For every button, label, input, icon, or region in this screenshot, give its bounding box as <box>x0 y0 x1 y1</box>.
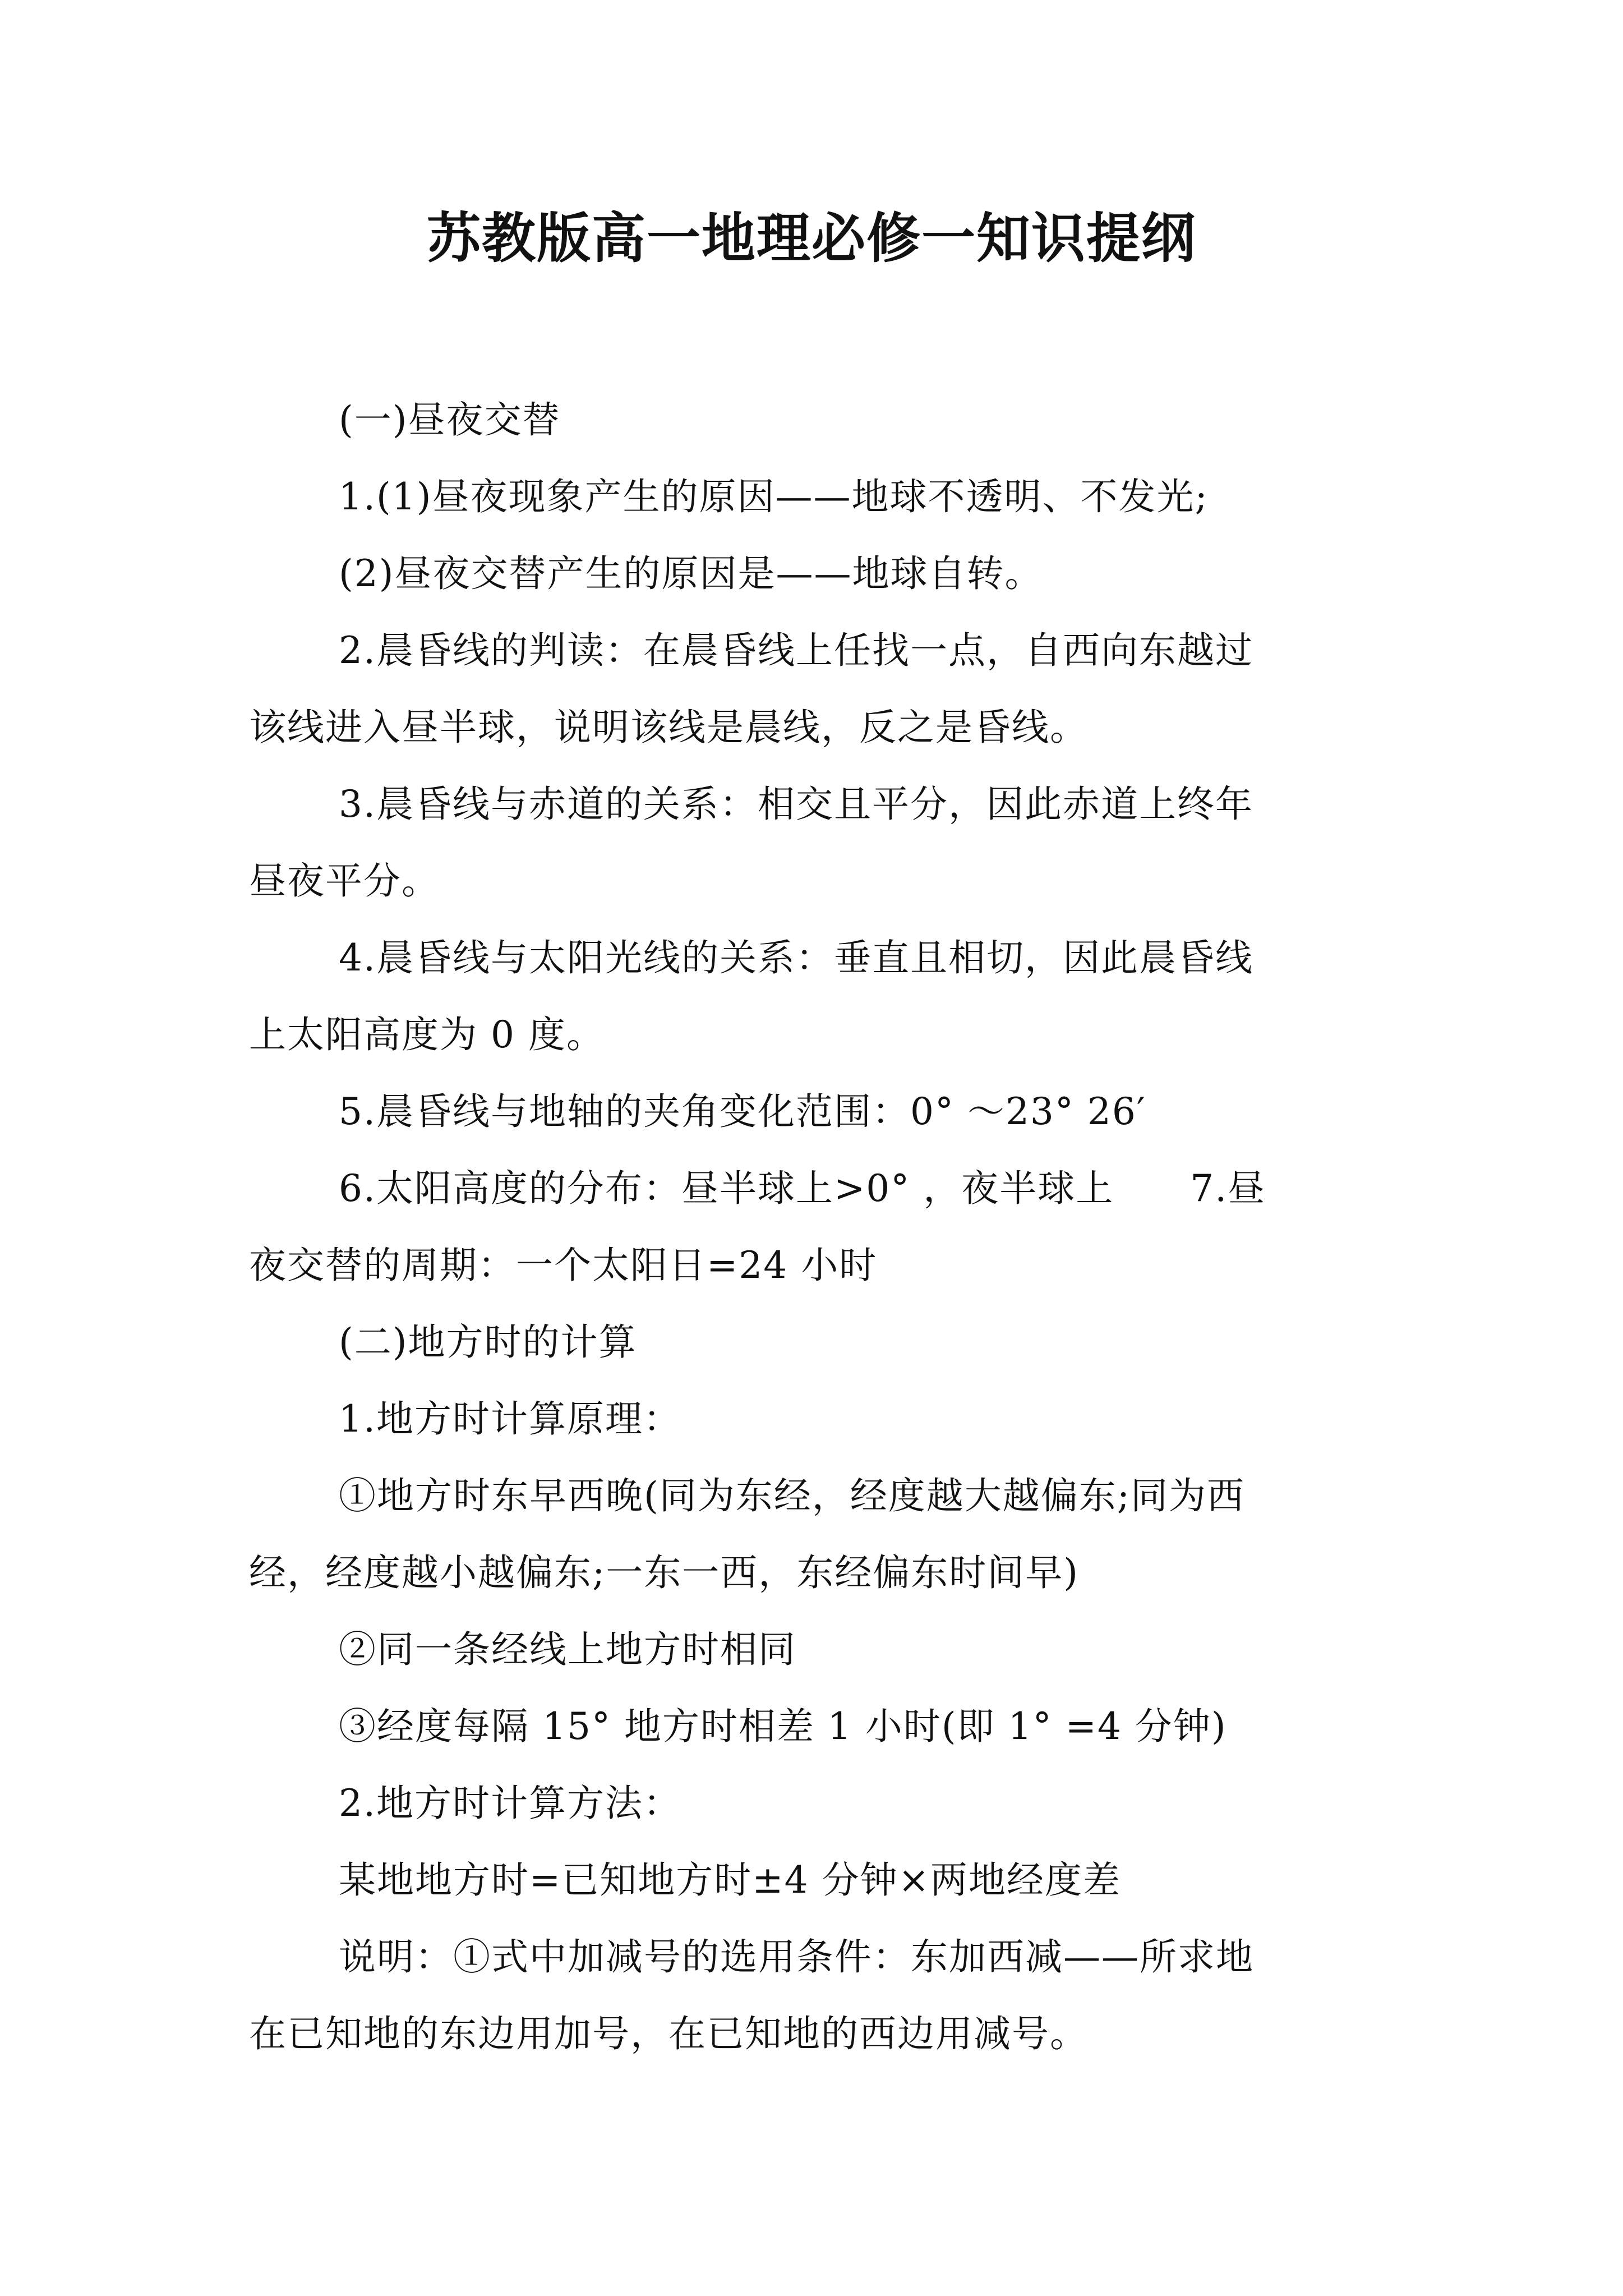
formula-line: 某地地方时=已知地方时±4 分钟×两地经度差 <box>339 1858 1121 1902</box>
body-line: 2.晨昏线的判读：在晨昏线上任找一点，自西向东越过 <box>339 629 1253 672</box>
body-line: 该线进入昼半球，说明该线是晨线，反之是昏线。 <box>249 706 1088 749</box>
body-line: 夜交替的周期：一个太阳日=24 小时 <box>249 1244 878 1287</box>
body-line: 经，经度越小越偏东;一东一西，东经偏东时间早) <box>249 1551 1079 1594</box>
body-line: 2.地方时计算方法： <box>339 1782 681 1825</box>
body-line: 说明：①式中加减号的选用条件：东加西减——所求地 <box>339 1935 1254 1978</box>
body-line: ①地方时东早西晚(同为东经，经度越大越偏东;同为西 <box>339 1474 1245 1517</box>
section-heading-day-night: (一)昼夜交替 <box>339 398 561 441</box>
section-heading-local-time: (二)地方时的计算 <box>339 1320 637 1364</box>
body-line: 5.晨昏线与地轴的夹角变化范围：0° ～23° 26′ <box>339 1090 1146 1133</box>
document-title: 苏教版高一地理必修一知识提纲 <box>427 207 1196 270</box>
body-line: 6.太阳高度的分布：昼半球上>0° ，夜半球上 7.昼 <box>339 1167 1266 1210</box>
document-body <box>249 381 1387 2072</box>
body-line: ③经度每隔 15° 地方时相差 1 小时(即 1° =4 分钟) <box>339 1705 1227 1748</box>
body-line: (2)昼夜交替产生的原因是——地球自转。 <box>339 552 1043 595</box>
body-line: 1.地方时计算原理： <box>339 1397 681 1441</box>
body-line: 1.(1)昼夜现象产生的原因——地球不透明、不发光; <box>339 475 1209 518</box>
body-line: 4.晨昏线与太阳光线的关系：垂直且相切，因此晨昏线 <box>339 936 1253 979</box>
body-line: 在已知地的东边用加号，在已知地的西边用减号。 <box>249 2012 1088 2055</box>
body-line: ②同一条经线上地方时相同 <box>339 1628 796 1671</box>
body-line: 昼夜平分。 <box>249 859 440 903</box>
body-line: 上太阳高度为 0 度。 <box>249 1013 605 1056</box>
body-line: 3.晨昏线与赤道的关系：相交且平分，因此赤道上终年 <box>339 783 1253 826</box>
